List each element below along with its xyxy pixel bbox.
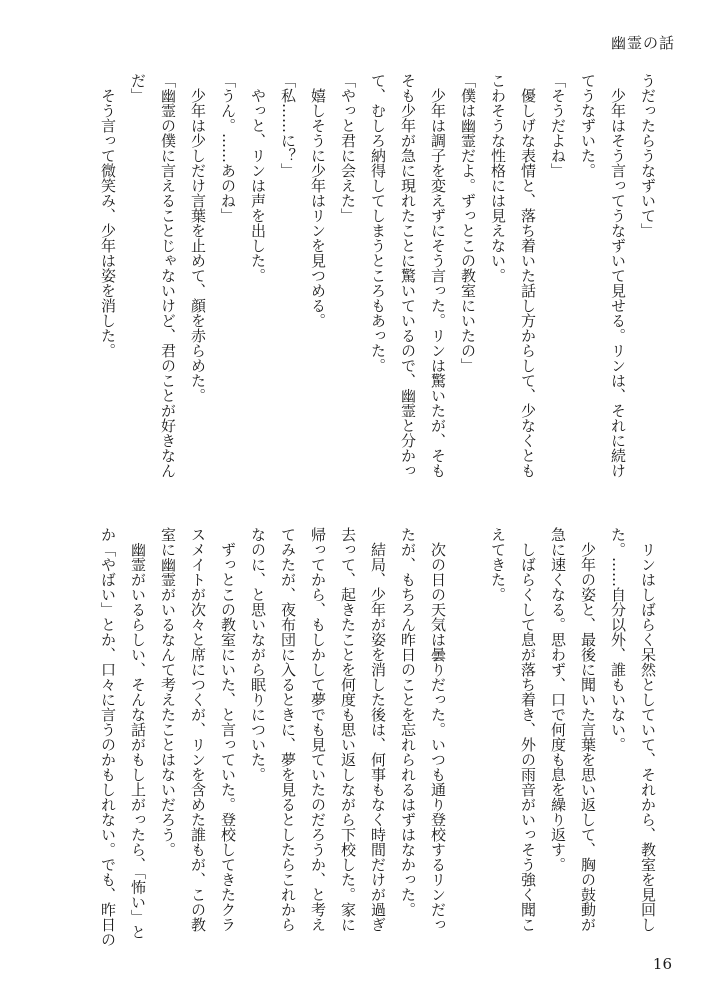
text-block-bottom	[93, 527, 663, 957]
text-line: しばらくして息が落ち着き、外の雨音がいっそう強く聞こ	[519, 527, 537, 932]
text-line: だ」	[129, 73, 147, 103]
text-line: なのに、と思いながら眠りについた。	[249, 527, 267, 782]
text-line: リンはしばらく呆然としていて、それから、教室を見回し	[639, 527, 657, 932]
text-line: 結局、少年が姿を消した後は、何事もなく時間だけが過ぎ	[369, 527, 387, 932]
text-line: 急に速くなる。思わず、口で何度も息を繰り返す。	[549, 527, 567, 872]
text-line: うだったらうなずいて」	[639, 73, 657, 238]
text-line: た。……自分以外、誰もいない。	[609, 527, 627, 752]
text-line: ずっとこの教室にいた、と言っていた。登校してきたクラ	[219, 527, 237, 932]
text-line: えてきた。	[489, 527, 507, 602]
text-line: 少年はそう言ってうなずいて見せる。リンは、それに続け	[609, 73, 627, 478]
running-head-title: 幽霊の話	[610, 34, 675, 52]
text-line: 帰ってから、もしかして夢でも見ていたのだろうか、と考え	[309, 527, 327, 932]
text-line: こわそうな性格には見えない。	[489, 73, 507, 283]
text-line: 少年は調子を変えずにそう言った。リンは驚いたが、そも	[429, 73, 447, 478]
text-line: そう言って微笑み、少年は姿を消した。	[99, 73, 117, 358]
text-line: てみたが、夜布団に入るときに、夢を見るとしたらこれから	[279, 527, 297, 932]
text-line: そも少年が急に現れたことに驚いているので、幽霊と分かっ	[399, 73, 417, 478]
text-line: 次の日の天気は曇りだった。いつも通り登校するリンだっ	[429, 527, 447, 932]
text-line: 幽霊がいるらしい、そんな話がもし上がったら、「怖い」と	[129, 527, 147, 940]
text-line: 「僕は幽霊だよ。ずっとこの教室にいたの」	[459, 73, 477, 373]
text-line: 「幽霊の僕に言えることじゃないけど、君のことが好きなん	[159, 73, 177, 478]
text-line: 優しげな表情と、落ち着いた話し方からして、少なくとも	[519, 73, 537, 478]
text-line: 「うん。……あのね」	[219, 73, 237, 223]
text-line: て、むしろ納得してしまうところもあった。	[369, 73, 387, 373]
text-line: 「そうだよね」	[549, 73, 567, 178]
text-block-top	[93, 73, 663, 503]
text-line: てうなずいた。	[579, 73, 597, 178]
text-line: 「やっと君に会えた」	[339, 73, 357, 223]
text-line: 「私……に？」	[279, 73, 297, 178]
text-line: やっと、リンは声を出した。	[249, 73, 267, 283]
text-line: 去って、起きたことを何度も思い返しながら下校した。家に	[339, 527, 357, 932]
text-line: 室に幽霊がいるなんて考えたことはないだろう。	[159, 527, 177, 857]
text-line: たが、もちろん昨日のことを忘れられるはずはなかった。	[399, 527, 417, 917]
text-line: か「やばい」とか、口々に言うのかもしれない。でも、昨日の	[99, 527, 117, 947]
text-line: 少年は少しだけ言葉を止めて、顔を赤らめた。	[189, 73, 207, 403]
text-line: スメイトが次々と席につくが、リンを含めた誰もが、この教	[189, 527, 207, 932]
page-number: 16	[652, 955, 672, 973]
text-line	[453, 527, 483, 957]
text-line: 嬉しそうに少年はリンを見つめる。	[309, 73, 327, 328]
text-line: 少年の姿と、最後に聞いた言葉を思い返して、胸の鼓動が	[579, 527, 597, 932]
